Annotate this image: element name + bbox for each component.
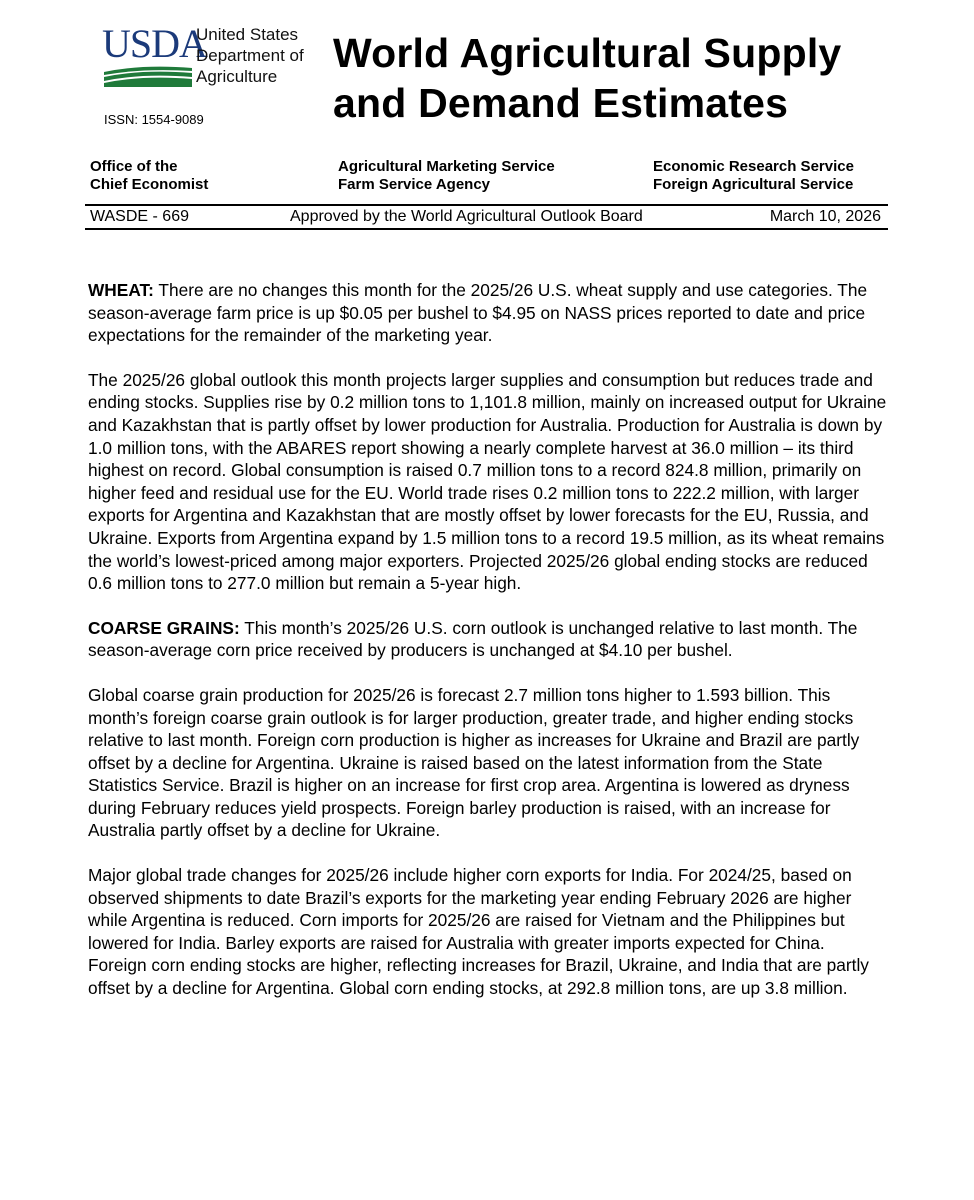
agency-offices [90, 158, 888, 198]
department-name: United States Department of Agriculture [196, 25, 304, 86]
coarse-grains-paragraph-3: Major global trade changes for 2025/26 include higher corn exports for India. For 2024/25, based on observed shipments to date Brazil’s exports for the marketing year ending February 2026 are higher while Argentina is reduced. Corn imports for 2025/26 are raised for Vietnam and the Philippines but lowered for India. Barley exports are raised for Australia with greater imports expected for China. Foreign corn ending stocks are higher, reflecting increases for Brazil, Ukraine, and India that are partly offset by a decline for Argentina. Global corn ending stocks, at 292.8 million tons, are up 3.8 million. [88, 865, 869, 999]
report-title: World Agricultural Supply and Demand Estimates [333, 30, 842, 126]
coarse-grains-paragraph-1: COARSE GRAINS: This month’s 2025/26 U.S. corn outlook is unchanged relative to last month. The season-average corn price received by producers is unchanged at $4.10 per bushel. [88, 617, 858, 661]
report-body [88, 279, 888, 1022]
office-ams-fsa: Agricultural Marketing Service Farm Service Agency [338, 158, 555, 193]
divider-top [85, 204, 888, 206]
issn-label: ISSN: 1554-9089 [104, 112, 204, 127]
wheat-paragraph-1: WHEAT: There are no changes this month for the 2025/26 U.S. wheat supply and use categories. The season-average farm price is up $0.05 per bushel to $4.95 on NASS prices reported to date and price expectations for the remainder of the marketing year. [88, 280, 868, 346]
report-number: WASDE - 669 [90, 208, 189, 225]
office-chief-economist: Office of the Chief Economist [90, 158, 209, 193]
usda-swoosh-icon [102, 62, 194, 88]
approval-statement: Approved by the World Agricultural Outlook Board [290, 208, 643, 225]
office-ers-fas: Economic Research Service Foreign Agricultural Service [653, 158, 854, 193]
divider-bottom [85, 228, 888, 230]
report-info-bar [90, 207, 881, 227]
usda-logo-wordmark: USDA [102, 21, 207, 66]
wheat-heading: WHEAT: [88, 280, 154, 300]
coarse-grains-paragraph-2: Global coarse grain production for 2025/26 is forecast 2.7 million tons higher to 1.593 billion. This month’s foreign coarse grain outlook is for larger production, greater trade, and higher ending stocks relative to last month. Foreign corn production is higher as increases for Ukraine and Brazil are partly offset by a decline for Argentina. Ukraine is raised based on the latest information from the State Statistics Service. Brazil is higher on an increase for first crop area. Argentina is lowered as dryness during February reduces yield prospects. Foreign barley production is raised, with an increase for Australia partly offset by a decline for Ukraine. [88, 684, 860, 841]
wheat-paragraph-2: The 2025/26 global outlook this month projects larger supplies and consumption but reduces trade and ending stocks. Supplies rise by 0.2 million tons to 1,101.8 million, mainly on increased output for Ukraine and Kazakhstan that is partly offset by lower production for Australia. Production for Australia is down by 1.0 million tons, with the ABARES report showing a nearly complete harvest at 36.0 million – its third highest on record. Global consumption is raised 0.7 million tons to a record 824.8 million, primarily on higher feed and residual use for the EU. World trade rises 0.2 million tons to 222.2 million, with larger exports for Argentina and Kazakhstan that are mostly offset by lower forecasts for the EU, Russia, and Ukraine. Exports from Argentina expand by 1.5 million tons to a record 19.5 million, as its wheat remains the world’s lowest-priced among major exporters. Projected 2025/26 global ending stocks are reduced 0.6 million tons to 277.0 million but remain a 5-year high. [88, 369, 887, 594]
coarse-grains-heading: COARSE GRAINS: [88, 617, 240, 638]
usda-logo [102, 21, 327, 94]
report-date: March 10, 2026 [769, 208, 881, 225]
